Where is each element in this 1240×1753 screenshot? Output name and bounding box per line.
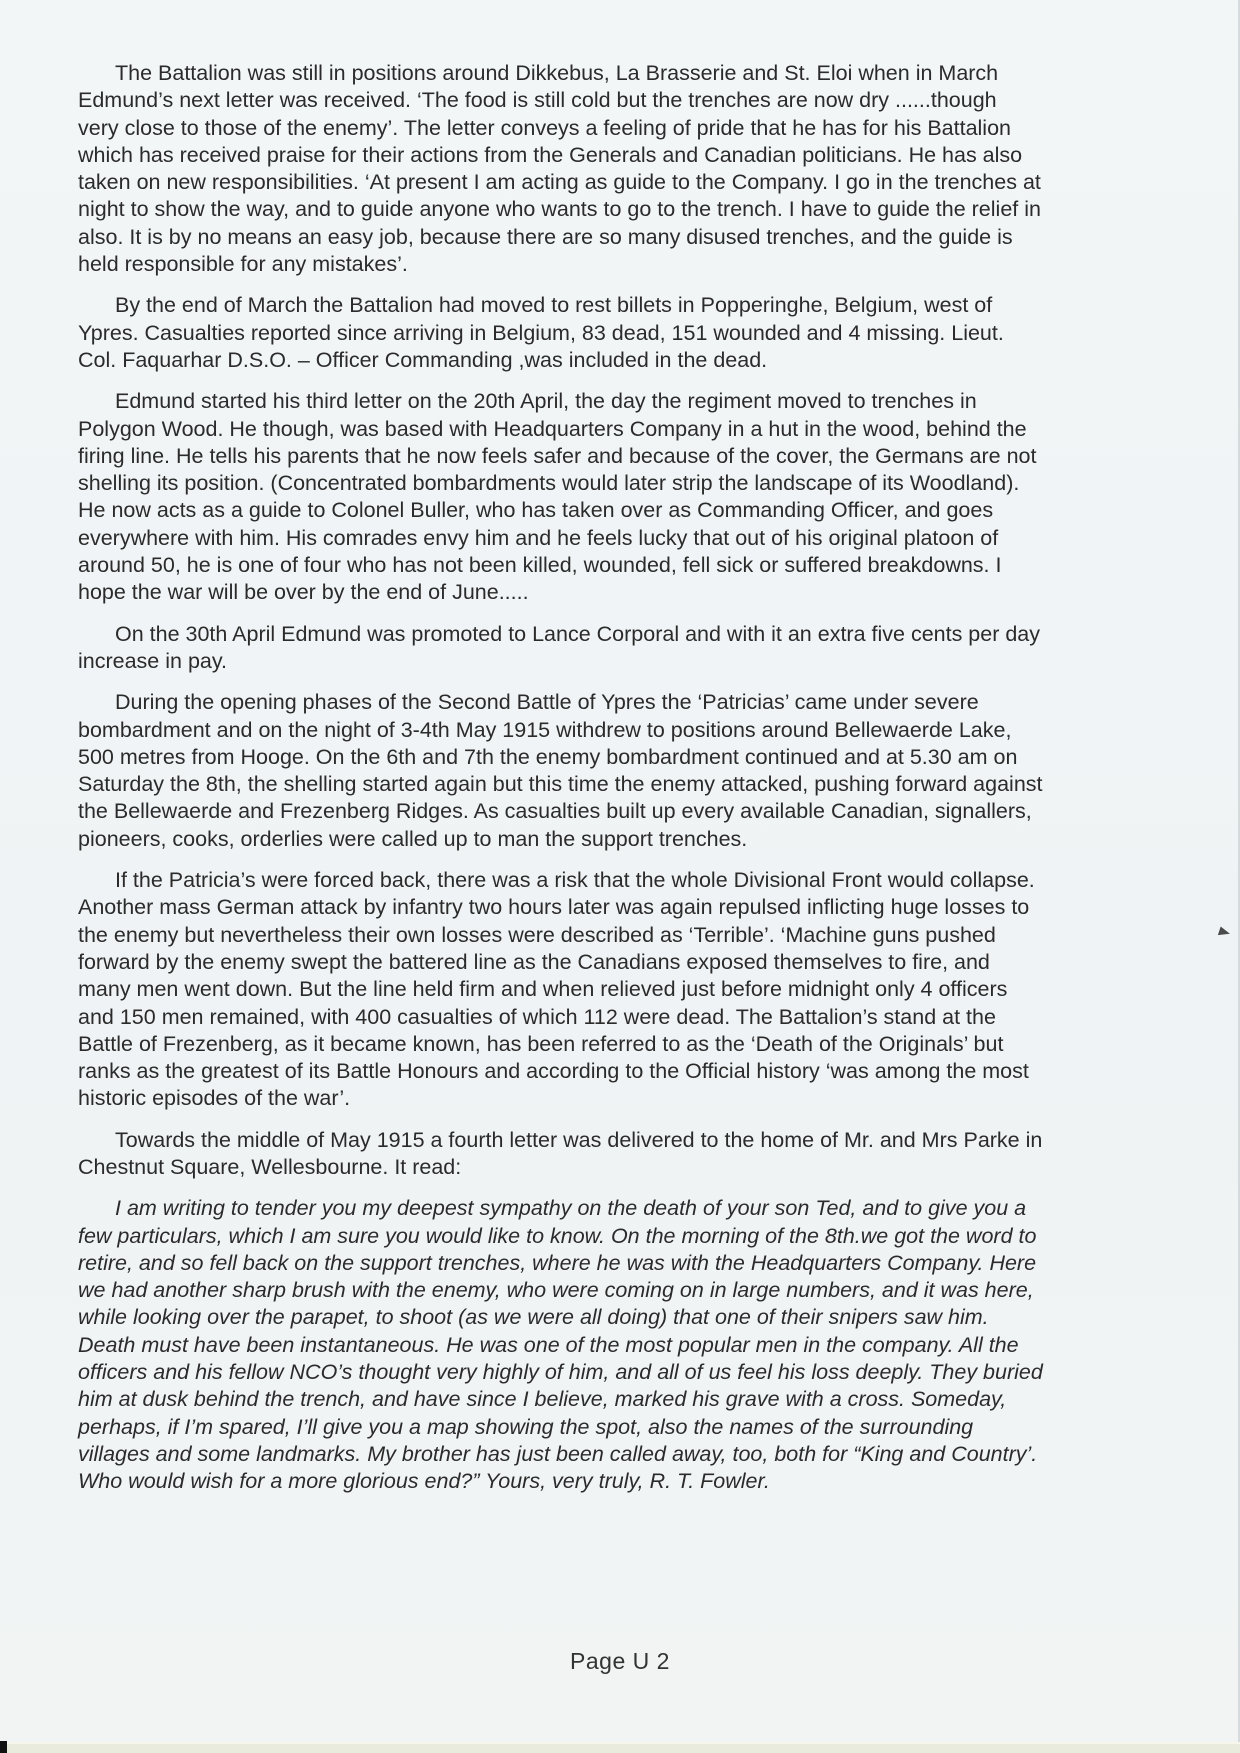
paragraph-condolence-letter: I am writing to tender you my deepest sympathy on the death of your son Ted, and to give you a few particulars, which I am sure you would like to know. On the morning of the 8th.we got the word to retire, and so fell back on the support trenches, where he was with the Headquarters Company. Here we had another sharp brush with the enemy, who were coming on in large numbers, and it was here, while looking over the parapet, to shoot (as we were all doing) that one of their snipers saw him. Death must have been instantaneous. He was one of the most popular men in the company. All the officers and his fellow NCO’s thought very highly of him, and all of us feel his loss deeply. They buried him at dusk behind the trench, and have since I believe, marked his grave with a cross. Someday, perhaps, if I’m spared, I’ll give you a map showing the spot, also the names of the surrounding villages and some landmarks. My brother has just been called away, too, both for “King and Country’. Who would wish for a more glorious end?” Yours, very truly, R. T. Fowler. bbox=[78, 1196, 1043, 1494]
paragraph-fourth-letter-intro: Towards the middle of May 1915 a fourth letter was delivered to the home of Mr. and Mrs Parke in Chestnut Square, Wellesbourne. It read: bbox=[78, 1127, 1043, 1179]
page-number: Page U 2 bbox=[570, 1648, 670, 1674]
document-body bbox=[78, 60, 1043, 1510]
paragraph-third-letter: Edmund started his third letter on the 20th April, the day the regiment moved to trenches in Polygon Wood. He though, was based with Headquarters Company in a hut in the wood, behind the firing line. He tells his parents that he now feels safer and because of the cover, the Germans are not shelling its position. (Concentrated bombardments would later strip the landscape of its Woodland). He now acts as a guide to Colonel Buller, who has taken over as Commanding Officer, and goes everywhere with him. His comrades envy him and he feels lucky that out of his original platoon of around 50, he is one of four who has not been killed, wounded, fell sick or suffered breakdowns. I hope the war will be over by the end of June..... bbox=[78, 389, 1037, 605]
paragraph-frezenberg-stand: If the Patricia’s were forced back, there was a risk that the whole Divisional Front would collapse. Another mass German attack by infantry two hours later was again repulsed inflicting huge losses to the enemy but nevertheless their own losses were described as ‘Terrible’. ‘Machine guns pushed forward by the enemy swept the battered line as the Canadians exposed themselves to fire, and many men went down. But the line held firm and when relieved just before midnight only 4 officers and 150 men remained, with 400 casualties of which 112 were dead. The Battalion’s stand at the Battle of Frezenberg, as it became known, has been referred to as the ‘Death of the Originals’ but ranks as the greatest of its Battle Honours and according to the Official history ‘was among the most historic episodes of the war’. bbox=[78, 868, 1035, 1111]
cursor-arrow-icon bbox=[1218, 927, 1231, 939]
paragraph-promotion: On the 30th April Edmund was promoted to Lance Corporal and with it an extra five cents per day increase in pay. bbox=[78, 621, 1041, 673]
paragraph-battalion-positions: The Battalion was still in positions around Dikkebus, La Brasserie and St. Eloi when in March Edmund’s next letter was received. ‘The food is still cold but the trenches are now dry ......though very close to those of the enemy’. The letter conveys a feeling of pride that he has for his Battalion which has received praise for their actions from the Generals and Canadian politicians. He has also taken on new responsibilities. ‘At present I am acting as guide to the Company. I go in the trenches at night to show the way, and to guide anyone who wants to go to the trench. I have to guide the relief in also. It is by no means an easy job, because there are so many disused trenches, and the guide is held responsible for any mistakes’. bbox=[78, 61, 1041, 277]
scan-corner-mark bbox=[0, 1741, 7, 1753]
paragraph-rest-billets: By the end of March the Battalion had moved to rest billets in Popperinghe, Belgium, west of Ypres. Casualties reported since arriving in Belgium, 83 dead, 151 wounded and 4 missing. Lieut. Col. Faquarhar D.S.O. – Officer Commanding ,was included in the dead. bbox=[78, 293, 1004, 372]
paragraph-second-battle-ypres: During the opening phases of the Second Battle of Ypres the ‘Patricias’ came under severe bombardment and on the night of 3-4th May 1915 withdrew to positions around Bellewaerde Lake, 500 metres from Hooge. On the 6th and 7th the enemy bombardment continued and at 5.30 am on Saturday the 8th, the shelling started again but this time the enemy attacked, pushing forward against the Bellewaerde and Frezenberg Ridges. As casualties built up every available Canadian, signallers, pioneers, cooks, orderlies were called up to man the support trenches. bbox=[78, 690, 1043, 851]
scan-edge-bottom bbox=[0, 1742, 1240, 1753]
